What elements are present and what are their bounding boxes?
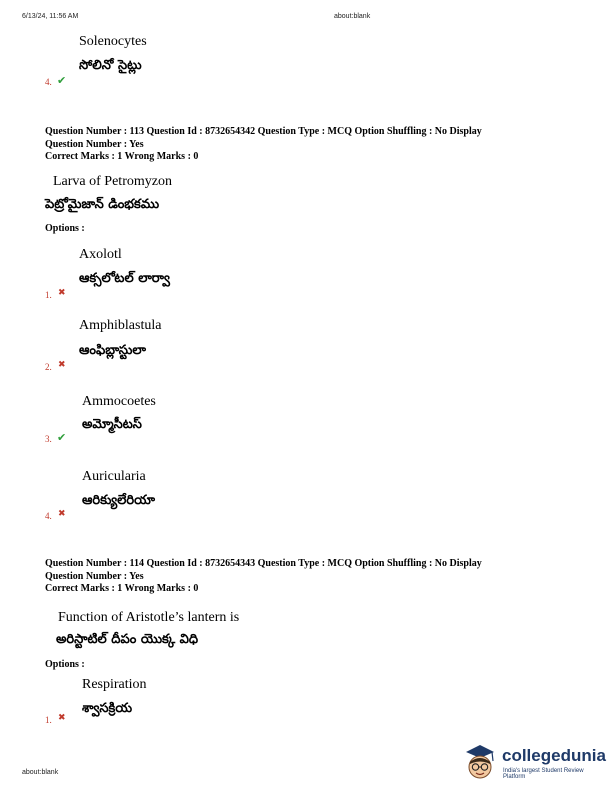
brand-name: collegedunia [502, 746, 606, 765]
collegedunia-logo [462, 742, 607, 786]
question-114-text-telugu: అరిస్టాటిల్ దీపం యొక్క విధి [56, 632, 199, 647]
question-113-meta-line2: Question Number : Yes [45, 138, 144, 150]
q114-option-1-telugu: శ్వాసక్రియ [82, 701, 133, 716]
question-113-marks: Correct Marks : 1 Wrong Marks : 0 [45, 151, 199, 162]
question-114-text-english: Function of Aristotle’s lantern is [58, 610, 240, 625]
footer-url: about:blank [22, 769, 59, 776]
question-113-meta [45, 126, 482, 164]
prev-option-4-number: 4. [45, 77, 52, 87]
q113-option-2-telugu: ఆంఫిబ్లాస్టులా [79, 343, 146, 358]
q113-option-3-telugu: అమ్మోసీటస్ [82, 417, 142, 432]
question-114-meta [45, 558, 482, 596]
q113-option-2-english: Amphiblastula [79, 318, 162, 333]
q113-option-3-number: 3. [45, 434, 52, 444]
correct-check-icon: ✔ [57, 431, 67, 444]
q113-option-1-telugu: ఆక్సలోటల్ లార్వా [79, 271, 170, 286]
q113-option-3-english: Ammocoetes [82, 394, 156, 409]
correct-check-icon: ✔ [57, 74, 67, 87]
question-114-meta-line2: Question Number : Yes [45, 570, 144, 582]
question-113-text-telugu: పెట్రోమైజాన్ డింభకము [45, 197, 160, 212]
prev-option-4-telugu: సోలినో సైట్లు [79, 58, 142, 73]
q114-option-1-english: Respiration [82, 677, 147, 692]
question-113-meta-line1: Question Number : 113 Question Id : 8732654342 Question Type : MCQ Option Shuffling : No Display [45, 126, 482, 137]
prev-option-4-english: Solenocytes [79, 34, 147, 49]
q113-option-4-english: Auricularia [82, 469, 146, 484]
question-114-options-label: Options : [45, 659, 85, 670]
q113-option-2-number: 2. [45, 362, 52, 372]
brand-tagline: India's largest Student Review Platform [503, 768, 584, 780]
wrong-cross-icon: ✖ [58, 360, 66, 370]
question-113-text-english: Larva of Petromyzon [53, 174, 172, 189]
wrong-cross-icon: ✖ [58, 509, 66, 519]
wrong-cross-icon: ✖ [58, 713, 66, 723]
q114-option-1-number: 1. [45, 715, 52, 725]
mascot-icon [462, 742, 498, 786]
q113-option-4-telugu: ఆరిక్యులేరియా [82, 493, 155, 508]
q113-option-1-number: 1. [45, 290, 52, 300]
print-url: about:blank [334, 13, 371, 20]
q113-option-1-english: Axolotl [79, 247, 122, 262]
question-114-meta-line1: Question Number : 114 Question Id : 8732654343 Question Type : MCQ Option Shuffling : No Display [45, 558, 482, 569]
q113-option-4-number: 4. [45, 511, 52, 521]
print-datetime: 6/13/24, 11:56 AM [22, 13, 79, 20]
question-114-marks: Correct Marks : 1 Wrong Marks : 0 [45, 583, 199, 594]
question-113-options-label: Options : [45, 223, 85, 234]
wrong-cross-icon: ✖ [58, 288, 66, 298]
